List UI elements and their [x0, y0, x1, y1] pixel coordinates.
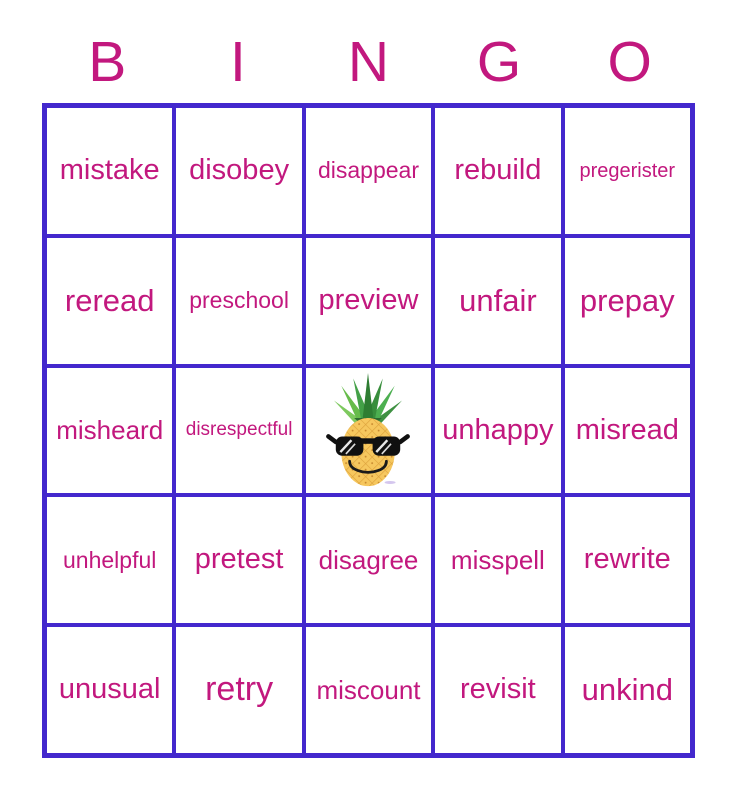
bingo-word: unusual	[58, 673, 161, 706]
bingo-word: revisit	[460, 673, 536, 706]
bingo-word: preschool	[189, 287, 289, 314]
bingo-word: pregerister	[579, 159, 676, 182]
bingo-cell-pregerister[interactable]	[565, 108, 690, 234]
bingo-word: retry	[205, 670, 274, 709]
bingo-title-letter: N	[347, 30, 390, 94]
bingo-title	[42, 30, 695, 95]
bingo-cell-reread[interactable]	[47, 238, 172, 364]
bingo-word: unhappy	[442, 413, 554, 446]
bingo-cell-rebuild[interactable]	[435, 108, 560, 234]
bingo-word: misheard	[56, 415, 164, 446]
bingo-word: rebuild	[454, 153, 542, 186]
bingo-cell-misspell[interactable]	[435, 497, 560, 623]
bingo-word: unkind	[581, 672, 673, 708]
bingo-word: disrespectful	[185, 419, 293, 441]
bingo-grid	[42, 103, 695, 758]
bingo-word: unfair	[459, 282, 537, 318]
pineapple-sunglasses-image	[326, 372, 410, 488]
bingo-word: disappear	[317, 157, 419, 184]
bingo-cell-disagree[interactable]	[306, 497, 431, 623]
bingo-word: prepay	[579, 282, 675, 318]
bingo-cell-prepay[interactable]	[565, 238, 690, 364]
bingo-word: disagree	[318, 544, 419, 575]
bingo-word: miscount	[316, 674, 421, 705]
bingo-cell-disappear[interactable]	[306, 108, 431, 234]
bingo-title-letter: G	[476, 30, 522, 94]
bingo-word: unhelpful	[63, 546, 157, 573]
bingo-title-letter: O	[607, 30, 652, 94]
bingo-cell-unhappy[interactable]	[435, 368, 560, 494]
bingo-cell-preschool[interactable]	[176, 238, 301, 364]
bingo-cell-misread[interactable]	[565, 368, 690, 494]
bingo-title-letter: B	[88, 30, 127, 94]
bingo-word: disobey	[189, 153, 290, 186]
bingo-cell-disrespectful[interactable]	[176, 368, 301, 494]
bingo-word: mistake	[59, 153, 160, 186]
bingo-word: pretest	[194, 543, 284, 576]
bingo-cell-unusual[interactable]	[47, 627, 172, 753]
bingo-cell-revisit[interactable]	[435, 627, 560, 753]
bingo-cell-pretest[interactable]	[176, 497, 301, 623]
bingo-cell-mistake[interactable]	[47, 108, 172, 234]
bingo-cell-miscount[interactable]	[306, 627, 431, 753]
bingo-word: misspell	[450, 544, 545, 575]
bingo-title-letter: I	[229, 30, 246, 94]
bingo-cell-disobey[interactable]	[176, 108, 301, 234]
bingo-cell-preview[interactable]	[306, 238, 431, 364]
bingo-cell-free-space[interactable]	[306, 368, 431, 494]
bingo-cell-rewrite[interactable]	[565, 497, 690, 623]
bingo-cell-misheard[interactable]	[47, 368, 172, 494]
bingo-cell-retry[interactable]	[176, 627, 301, 753]
artist-watermark	[385, 481, 396, 484]
bingo-cell-unfair[interactable]	[435, 238, 560, 364]
bingo-cell-unhelpful[interactable]	[47, 497, 172, 623]
bingo-word: reread	[64, 282, 155, 318]
bingo-cell-unkind[interactable]	[565, 627, 690, 753]
bingo-word: misread	[575, 413, 679, 446]
bingo-word: preview	[318, 283, 419, 316]
bingo-word: rewrite	[583, 543, 671, 576]
